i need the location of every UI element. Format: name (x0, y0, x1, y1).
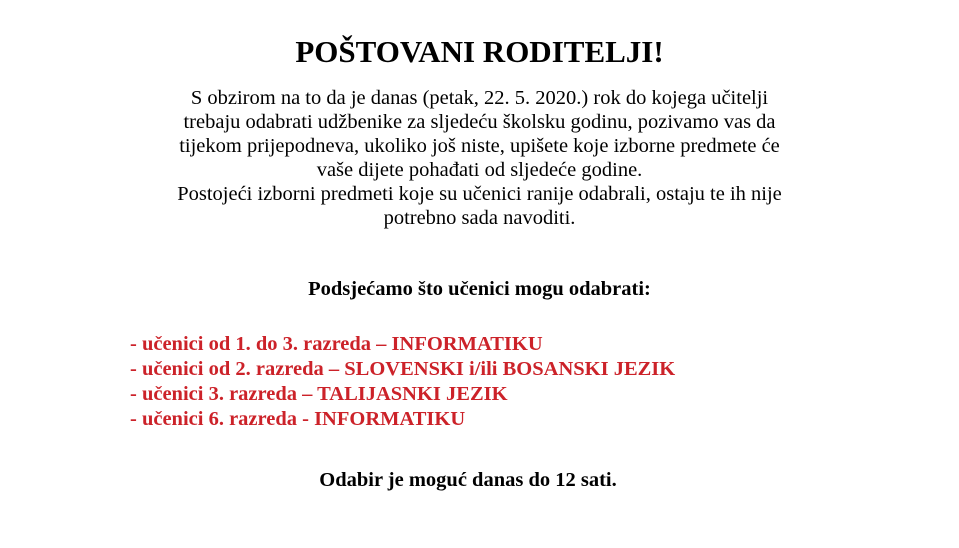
option-item: - učenici 6. razreda - INFORMATIKU (130, 408, 466, 430)
body-line: trebaju odabrati udžbenike za sljedeću školsku godinu, pozivamo vas da (183, 111, 776, 133)
option-item: - učenici od 1. do 3. razreda – INFORMATIKU (130, 333, 543, 355)
deadline-note: Odabir je moguć danas do 12 sati. (319, 469, 617, 491)
body-paragraph (40, 86, 919, 230)
reminder-heading: Podsjećamo što učenici mogu odabrati: (308, 278, 651, 300)
body-line: potrebno sada navoditi. (383, 207, 576, 229)
body-line: tijekom prijepodneva, ukoliko još niste, upišete koje izborne predmete će (179, 135, 780, 157)
options-list (130, 332, 675, 432)
slide-title: POŠTOVANI RODITELJI! (295, 34, 664, 69)
option-item: - učenici 3. razreda – TALIJASNKI JEZIK (130, 383, 508, 405)
option-item: - učenici od 2. razreda – SLOVENSKI i/ili BOSANSKI JEZIK (130, 358, 676, 380)
body-line: Postojeći izborni predmeti koje su učenici ranije odabrali, ostaju te ih nije (177, 183, 782, 205)
body-line: S obzirom na to da je danas (petak, 22. 5. 2020.) rok do kojega učitelji (190, 87, 769, 109)
body-line: vaše dijete pohađati od sljedeće godine. (316, 159, 643, 181)
